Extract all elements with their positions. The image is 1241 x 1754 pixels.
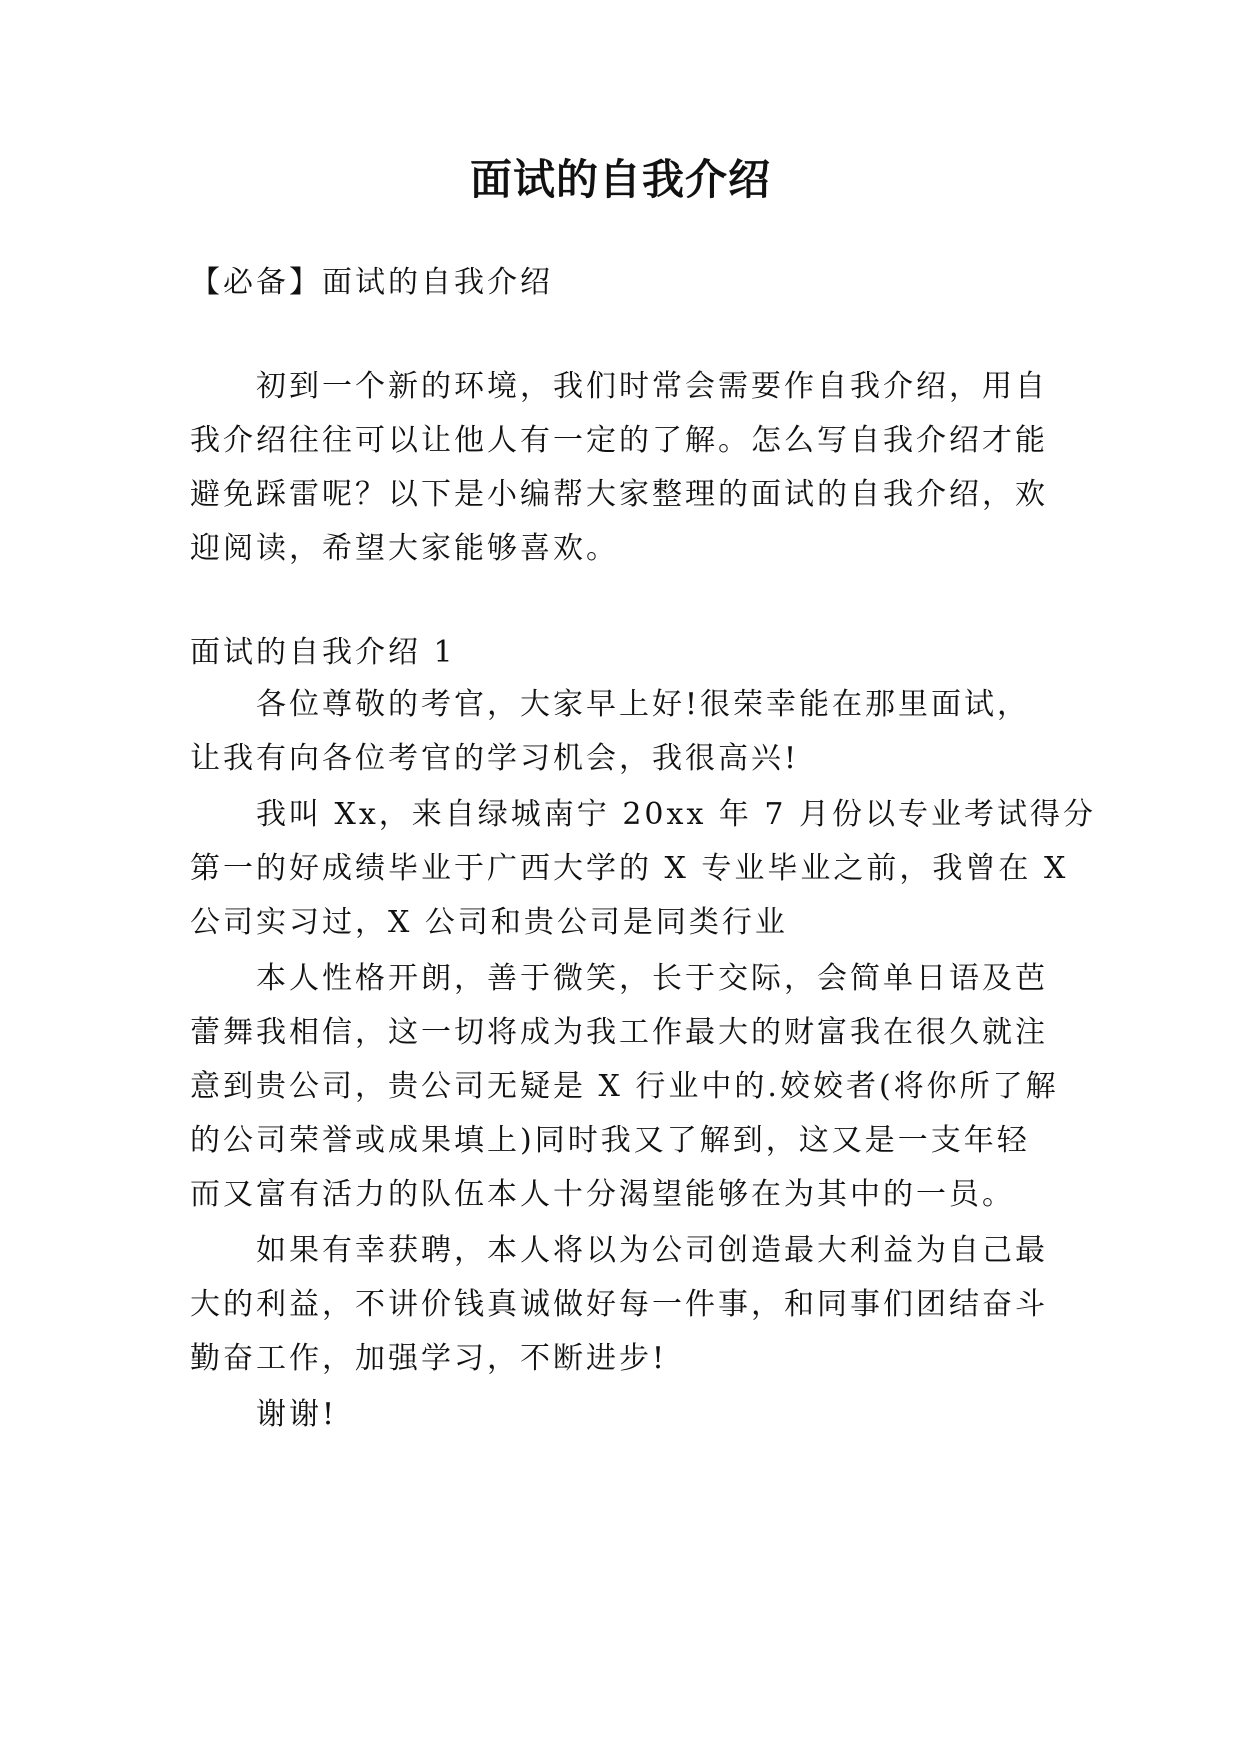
para1-line-1: 各位尊敬的考官，大家早上好!很荣幸能在那里面试， (256, 687, 1031, 722)
para2-line-1: 我叫 Xx，来自绿城南宁 20xx 年 7 月份以专业考试得分 (256, 797, 1097, 832)
document-subtitle: 【必备】面试的自我介绍 (190, 265, 553, 300)
intro-line-1: 初到一个新的环境，我们时常会需要作自我介绍，用自 (256, 369, 1048, 404)
para4-line-3: 勤奋工作，加强学习，不断进步! (190, 1341, 668, 1376)
intro-line-3: 避免踩雷呢？以下是小编帮大家整理的面试的自我介绍，欢 (190, 477, 1048, 512)
closing-line: 谢谢! (256, 1397, 338, 1432)
para2-line-3: 公司实习过，X 公司和贵公司是同类行业 (190, 905, 788, 940)
para2-line-2: 第一的好成绩毕业于广西大学的 X 专业毕业之前，我曾在 X (190, 851, 1069, 886)
intro-line-4: 迎阅读，希望大家能够喜欢。 (190, 531, 619, 566)
para3-line-4: 的公司荣誉或成果填上)同时我又了解到，这又是一支年轻 (190, 1123, 1030, 1158)
intro-line-2: 我介绍往往可以让他人有一定的了解。怎么写自我介绍才能 (190, 423, 1048, 458)
para4-line-2: 大的利益，不讲价钱真诚做好每一件事，和同事们团结奋斗 (190, 1287, 1048, 1322)
para1-line-2: 让我有向各位考官的学习机会，我很高兴! (190, 741, 800, 776)
para3-line-3: 意到贵公司，贵公司无疑是 X 行业中的.姣姣者(将你所了解 (190, 1069, 1059, 1104)
document-title: 面试的自我介绍 (469, 155, 771, 204)
para3-line-5: 而又富有活力的队伍本人十分渴望能够在为其中的一员。 (190, 1177, 1015, 1212)
section-heading: 面试的自我介绍 1 (190, 635, 456, 670)
para3-line-2: 蕾舞我相信，这一切将成为我工作最大的财富我在很久就注 (190, 1015, 1048, 1050)
para4-line-1: 如果有幸获聘，本人将以为公司创造最大利益为自己最 (256, 1233, 1048, 1268)
para3-line-1: 本人性格开朗，善于微笑，长于交际，会简单日语及芭 (256, 961, 1048, 996)
